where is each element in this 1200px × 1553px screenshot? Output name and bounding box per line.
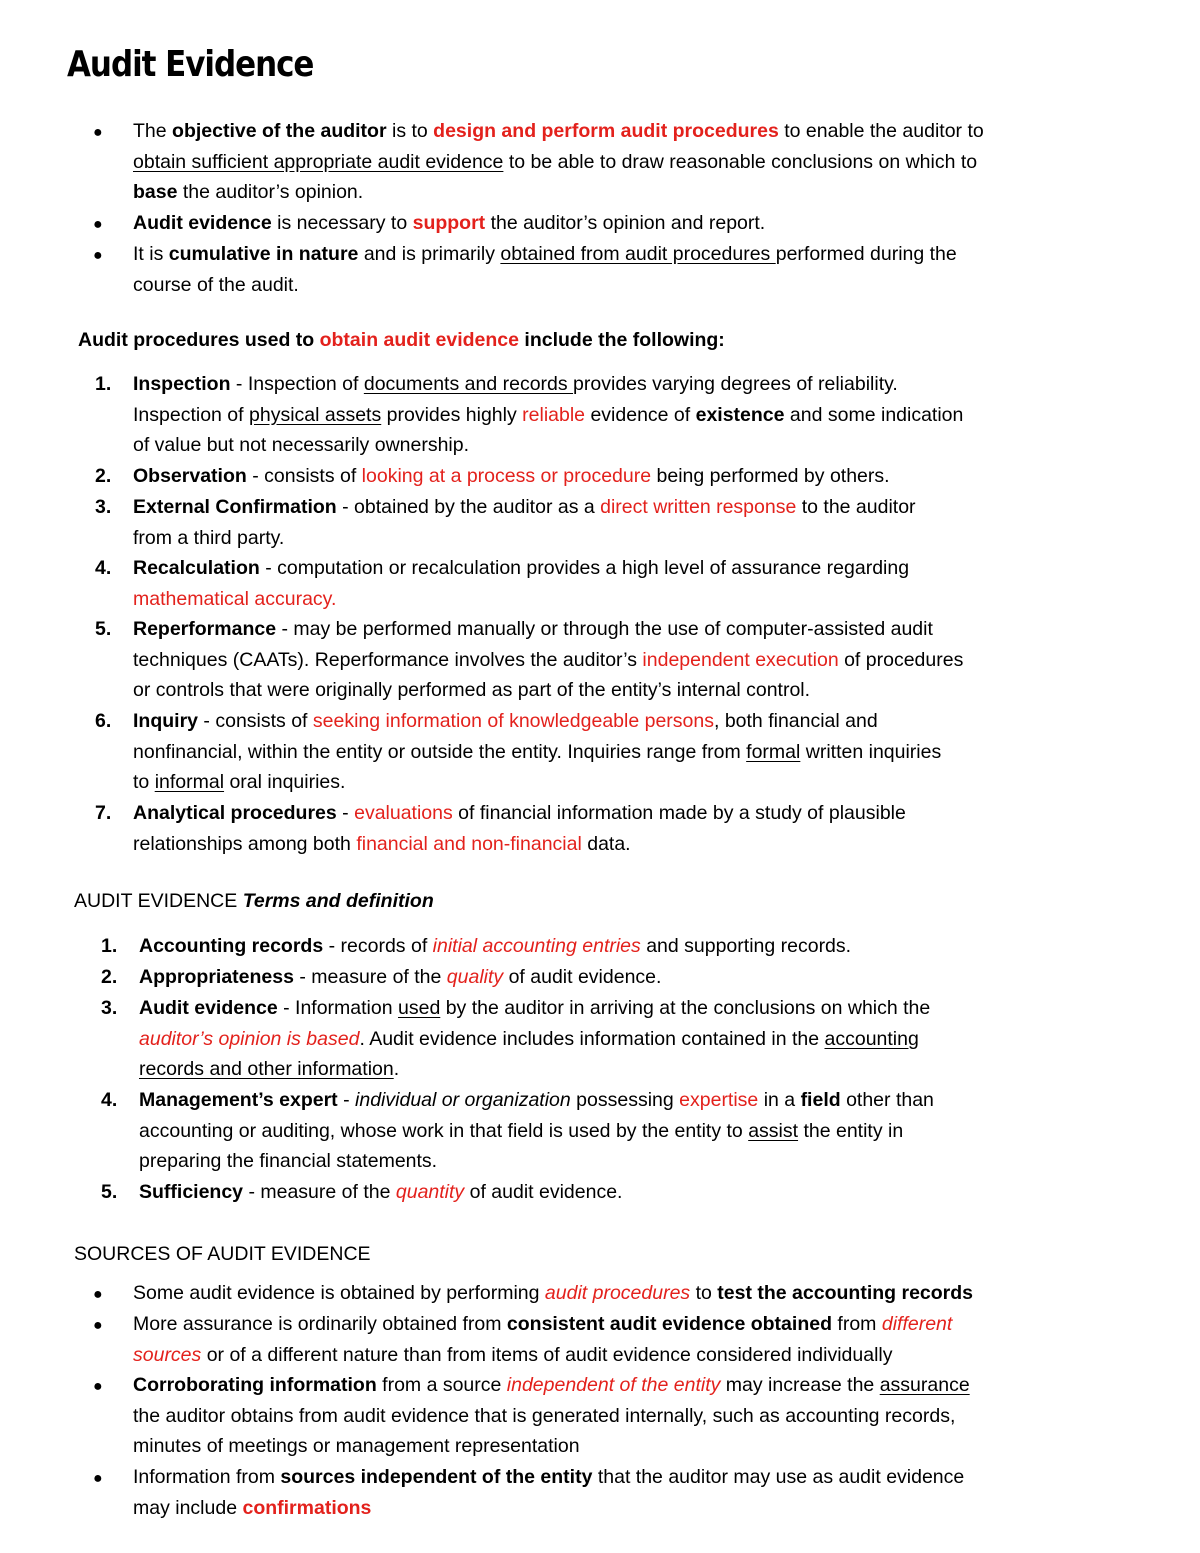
necessity-bullet: Audit evidence is necessary to support the auditor’s opinion and report. <box>133 212 766 234</box>
source-bullet-procedures: Some audit evidence is obtained by performing audit procedures to test the accounting records <box>133 1282 974 1304</box>
term-appropriateness: Appropriateness - measure of the quality of audit evidence. <box>139 966 662 988</box>
procedure-external-confirmation: External Confirmation - obtained by the auditor as a direct written response to the auditor from a third party. <box>133 496 916 549</box>
list-number: 5. <box>95 618 112 640</box>
bullet-marker: ● <box>93 1470 103 1487</box>
list-number: 3. <box>95 496 112 518</box>
term-accounting-records: Accounting records - records of initial accounting entries and supporting records. <box>139 935 852 957</box>
page-title: Audit Evidence <box>67 44 314 85</box>
term-managements-expert: Management’s expert - individual or organization possessing expertise in a field other than accounting or auditing, whose work in that field is used by the entity to assist the entity in preparing the financial statements. <box>139 1089 934 1173</box>
objective-bullet: The objective of the auditor is to design and perform audit procedures to enable the auditor to obtain sufficient appropriate audit evidence to be able to draw reasonable conclusions on which to base the auditor’s opinion. <box>133 120 984 204</box>
list-number: 4. <box>95 557 112 579</box>
list-number: 4. <box>101 1089 118 1111</box>
list-number: 6. <box>95 710 112 732</box>
procedure-recalculation: Recalculation - computation or recalculation provides a high level of assurance regarding mathematical accuracy. <box>133 557 910 610</box>
list-number: 5. <box>101 1181 118 1203</box>
list-number: 2. <box>101 966 118 988</box>
term-audit-evidence: Audit evidence - Information used by the auditor in arriving at the conclusions on which the auditor’s opinion is based. Audit evidence includes information contained in the accounting records and other information. <box>139 997 931 1081</box>
bullet-marker: ● <box>93 247 103 264</box>
procedure-observation: Observation - consists of looking at a process or procedure being performed by others. <box>133 465 890 487</box>
procedures-heading: Audit procedures used to obtain audit evidence include the following: <box>78 329 725 351</box>
procedure-analytical: Analytical procedures - evaluations of financial information made by a study of plausible relationships among both financial and non-financial data. <box>133 802 906 855</box>
source-bullet-consistency: More assurance is ordinarily obtained from consistent audit evidence obtained from different sources or of a different nature than from items of audit evidence considered individually <box>133 1313 953 1366</box>
term-sufficiency: Sufficiency - measure of the quantity of audit evidence. <box>139 1181 623 1203</box>
source-bullet-independent: Information from sources independent of the entity that the auditor may use as audit evidence may include confirmations <box>133 1466 965 1519</box>
bullet-marker: ● <box>93 1378 103 1395</box>
list-number: 1. <box>101 935 118 957</box>
procedure-reperformance: Reperformance - may be performed manually or through the use of computer-assisted audit techniques (CAATs). Reperformance involves the auditor’s independent execution of procedures or controls that were originally performed as part of the entity’s internal control. <box>133 618 964 702</box>
procedure-inquiry: Inquiry - consists of seeking information of knowledgeable persons, both financial and nonfinancial, within the entity or outside the entity. Inquiries range from formal written inquiries to informal oral inquiries. <box>133 710 942 794</box>
list-number: 3. <box>101 997 118 1019</box>
bullet-marker: ● <box>93 1286 103 1303</box>
sources-heading: SOURCES OF AUDIT EVIDENCE <box>74 1243 371 1265</box>
bullet-marker: ● <box>93 124 103 141</box>
cumulative-bullet: It is cumulative in nature and is primarily obtained from audit procedures performed during the course of the audit. <box>133 243 957 296</box>
list-number: 7. <box>95 802 112 824</box>
procedure-inspection: Inspection - Inspection of documents and records provides varying degrees of reliability. Inspection of physical assets provides highly reliable evidence of existence and some indication of value but not necessarily ownership. <box>133 373 964 457</box>
list-number: 1. <box>95 373 112 395</box>
terms-heading: AUDIT EVIDENCE Terms and definition <box>74 890 434 912</box>
bullet-marker: ● <box>93 216 103 233</box>
list-number: 2. <box>95 465 112 487</box>
source-bullet-corroborating: Corroborating information from a source independent of the entity may increase the assurance the auditor obtains from audit evidence that is generated internally, such as accounting records, minutes of meetings or management representation <box>133 1374 970 1458</box>
bullet-marker: ● <box>93 1317 103 1334</box>
